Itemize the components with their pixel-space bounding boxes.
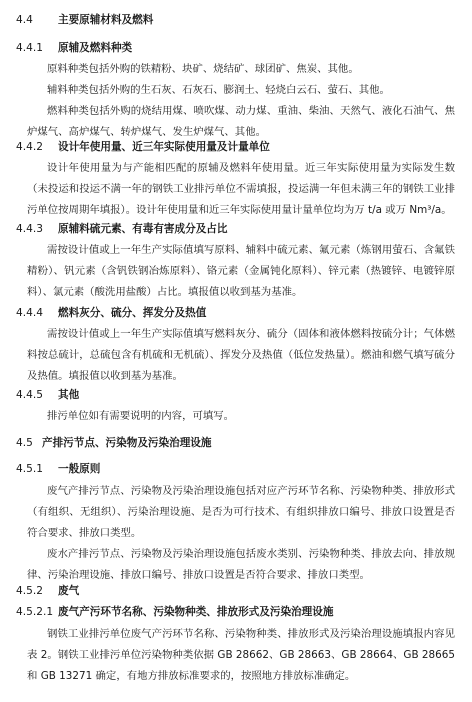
section-number: 4.4.1: [16, 42, 43, 54]
heading-4-4-3: [16, 222, 228, 236]
section-title: 废气产污环节名称、污染物种类、排放形式及污染治理设施: [58, 606, 334, 618]
heading-4-4-1: [16, 41, 132, 55]
heading-4-4-5: [16, 388, 79, 402]
section-number: 4.5: [16, 437, 33, 449]
paragraph: 需按设计值或上一年生产实际值填写燃料灰分、硫分（固体和液体燃料按硫分计；气体燃料按总硫计，总硫包含有机硫和无机硫）、挥发分及热值（低位发热量）。燃油和燃气填写硫分及热值。填报值以收到基为基准。: [27, 328, 455, 382]
section-number: 4.4.3: [16, 223, 43, 235]
paragraph: 辅料种类包括外购的生石灰、石灰石、膨润土、轻烧白云石、萤石、其他。: [47, 84, 390, 96]
heading-4-5-1: [16, 462, 100, 476]
section-number: 4.5.2: [16, 585, 43, 597]
section-number: 4.5.2.1: [16, 606, 54, 618]
paragraph: 废水产排污节点、污染物及污染治理设施包括废水类别、污染物种类、排放去向、排放规律、污染治理设施、排放口编号、排放口设置是否符合要求、排放口类型。: [27, 548, 455, 581]
section-title: 燃料灰分、硫分、挥发分及热值: [58, 307, 207, 319]
paragraph: 设计年使用量为与产能相匹配的原辅及燃料年使用量。近三年实际使用量为实际发生数（未投运和投运不满一年的钢铁工业排污单位不需填报，投运满一年但未满三年的钢铁工业排污单位按周期年填报）。设计年使用量和近三年实际使用量计量单位均为万 t/a 或万 Nm³/a。: [27, 162, 455, 216]
paragraph: 原料种类包括外购的铁精粉、块矿、烧结矿、球团矿、焦炭、其他。: [47, 63, 359, 75]
section-number: 4.4.2: [16, 141, 43, 153]
section-number: 4.5.1: [16, 463, 43, 475]
paragraph: 钢铁工业排污单位废气产污环节名称、污染物种类、排放形式及污染治理设施填报内容见表 2。钢铁工业排污单位污染物种类依据 GB 28662、GB 28663、GB 28664、GB 28665 和 GB 13271 确定，有地方排放标准要求的，按照地方排放标准确定。: [27, 628, 455, 682]
paragraph: 废气产排污节点、污染物及污染治理设施包括对应产污环节名称、污染物种类、排放形式（有组织、无组织）、污染治理设施、是否为可行技术、有组织排放口编号、排放口设置是否符合要求、排放口类型。: [27, 485, 455, 539]
section-title: 原辅及燃料种类: [58, 42, 133, 54]
heading-4-4-2: [16, 140, 270, 154]
paragraph: 燃料种类包括外购的烧结用煤、喷吹煤、动力煤、重油、柴油、天然气、液化石油气、焦炉煤气、高炉煤气、转炉煤气、发生炉煤气、其他。: [27, 105, 455, 138]
section-title: 废气: [58, 585, 80, 597]
section-title: 其他: [58, 389, 80, 401]
section-title: 主要原辅材料及燃料: [58, 14, 154, 26]
section-title: 一般原则: [58, 463, 101, 475]
heading-4-5-2-1: [16, 605, 333, 619]
section-number: 4.4.5: [16, 389, 43, 401]
heading-4-4: [16, 13, 153, 27]
section-number: 4.4.4: [16, 307, 43, 319]
section-title: 产排污节点、污染物及污染治理设施: [42, 437, 212, 449]
section-title: 设计年使用量、近三年实际使用量及计量单位: [58, 141, 270, 153]
heading-4-5: [16, 436, 212, 450]
section-title: 原辅料硫元素、有毒有害成分及占比: [58, 223, 228, 235]
paragraph: 需按设计值或上一年生产实际值填写原料、辅料中硫元素、氟元素（炼钢用萤石、含氟铁精粉）、钒元素（含钒铁钢冶炼原料）、铬元素（金属钝化原料）、锌元素（热镀锌、电镀锌原料）、氯元素（酸洗用盐酸）占比。填报值以收到基为基准。: [27, 244, 455, 298]
section-number: 4.4: [16, 14, 33, 26]
heading-4-4-4: [16, 306, 206, 320]
heading-4-5-2: [16, 584, 79, 598]
paragraph: 排污单位如有需要说明的内容，可填写。: [47, 410, 235, 422]
